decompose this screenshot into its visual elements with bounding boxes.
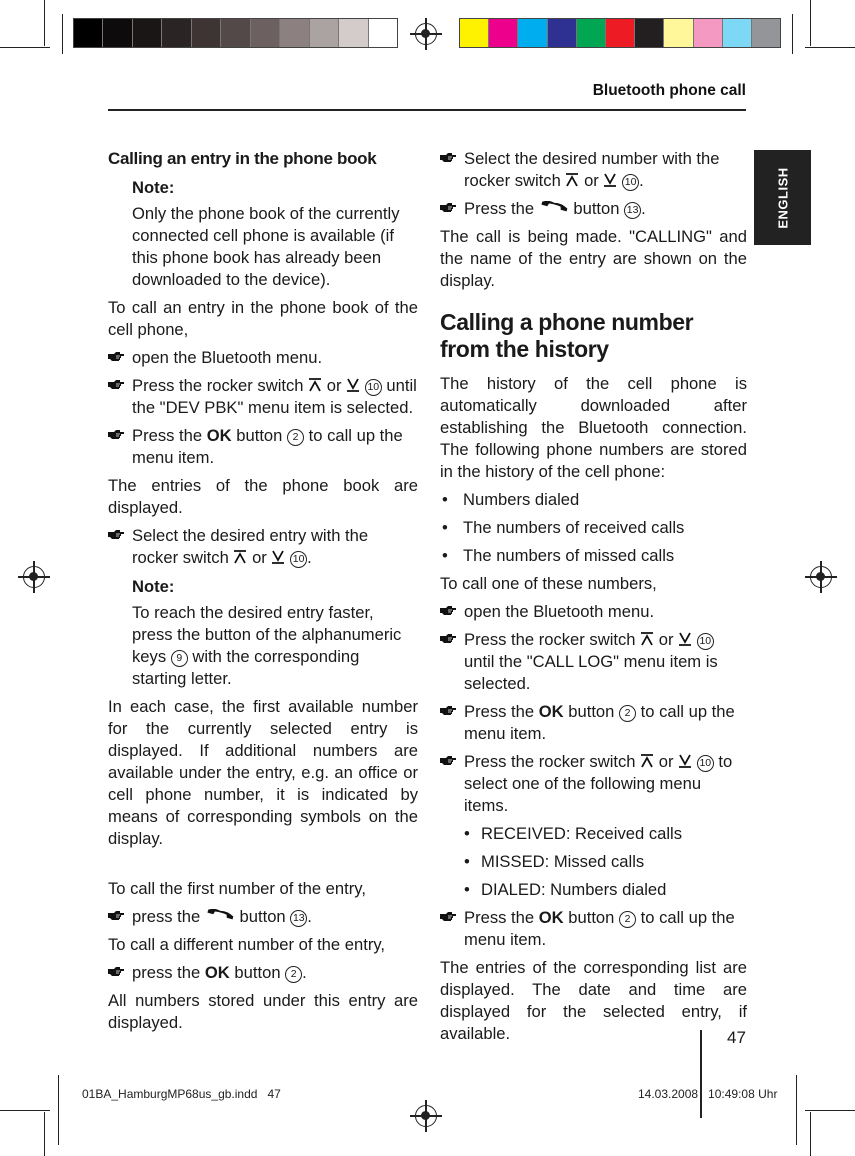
- paragraph: The entries of the phone book are displayed.: [108, 476, 418, 517]
- hand-pointer-icon: [108, 966, 125, 977]
- list-item: • DIALED: Numbers dialed: [464, 880, 667, 899]
- rocker-down-icon: [603, 173, 617, 187]
- left-column: [108, 146, 418, 1034]
- button-number-badge: 10: [290, 551, 307, 568]
- right-column: [440, 146, 747, 1045]
- bullet-icon: •: [442, 546, 448, 565]
- paragraph: To call a different number of the entry,: [108, 935, 386, 954]
- crop-mark: [810, 0, 811, 46]
- instruction-step: Press the OK button 2 to call up the menu item.: [440, 701, 747, 745]
- crop-mark: [805, 47, 855, 48]
- grayscale-color-bar: [73, 18, 398, 48]
- color-swatch: [251, 19, 280, 47]
- color-swatch: [548, 19, 577, 47]
- instruction-step: Press the rocker switch or 10 to select one of the following menu items.: [440, 751, 747, 817]
- hand-pointer-icon: [440, 605, 457, 616]
- hand-pointer-icon: [440, 705, 457, 716]
- crop-mark: [810, 1112, 811, 1156]
- page-number: 47: [727, 1028, 746, 1047]
- list-item: • RECEIVED: Received calls: [464, 824, 683, 843]
- instruction-step: open the Bluetooth menu.: [440, 601, 747, 623]
- registration-mark-icon: [23, 566, 45, 588]
- crop-mark: [44, 1112, 45, 1156]
- button-number-badge: 9: [171, 650, 188, 667]
- paragraph: The call is being made. "CALLING" and the name of the entry are shown on the display.: [440, 227, 747, 290]
- hand-pointer-icon: [440, 911, 457, 922]
- registration-mark-icon: [415, 1105, 437, 1127]
- crop-mark: [0, 47, 50, 48]
- paragraph: To call an entry in the phone book of the cell phone,: [108, 298, 418, 339]
- paragraph: All numbers stored under this entry are displayed.: [108, 991, 418, 1032]
- crop-mark: [62, 14, 63, 54]
- hand-pointer-icon: [440, 152, 457, 163]
- color-swatch: [74, 19, 103, 47]
- menu-item-list: [440, 823, 747, 901]
- color-swatch: [577, 19, 606, 47]
- paragraph: The entries of the corresponding list are displayed. The date and time are displayed for the selected entry, if available.: [440, 958, 747, 1043]
- page-header-title: Bluetooth phone call: [592, 82, 746, 99]
- instruction-step: Press the button 13 .: [440, 198, 747, 220]
- color-swatch: [162, 19, 191, 47]
- crop-mark: [792, 14, 793, 54]
- button-number-badge: 10: [697, 633, 714, 650]
- button-number-badge: 10: [697, 755, 714, 772]
- hand-pointer-icon: [440, 633, 457, 644]
- instruction-step: Press the OK button 2 to call up the menu item.: [108, 425, 418, 469]
- color-swatch: [606, 19, 635, 47]
- hand-pointer-icon: [108, 429, 125, 440]
- note-text: To reach the desired entry faster, press the button of the alphanumeric keys 9 with the corresponding starting letter.: [132, 603, 402, 688]
- color-swatch: [103, 19, 132, 47]
- header-rule: [108, 109, 746, 111]
- rocker-down-icon: [346, 378, 360, 392]
- instruction-step: Select the desired number with the rocker switch or 10 .: [440, 148, 747, 192]
- color-swatch: [694, 19, 723, 47]
- color-swatch: [280, 19, 309, 47]
- rocker-down-icon: [678, 632, 692, 646]
- list-item: • The numbers of received calls: [442, 518, 685, 537]
- rocker-up-icon: [565, 173, 579, 187]
- color-swatch: [489, 19, 518, 47]
- instruction-step: Press the rocker switch or 10 until the "DEV PBK" menu item is selected.: [108, 375, 418, 419]
- crop-mark: [44, 0, 45, 46]
- crop-mark: [796, 1075, 797, 1145]
- instruction-step: open the Bluetooth menu.: [108, 347, 418, 369]
- bullet-icon: •: [442, 518, 448, 537]
- color-swatch: [518, 19, 547, 47]
- button-number-badge: 10: [365, 379, 382, 396]
- hand-pointer-icon: [440, 202, 457, 213]
- registration-mark-icon: [415, 23, 437, 45]
- bullet-icon: •: [464, 852, 470, 871]
- list-item: • MISSED: Missed calls: [464, 852, 645, 871]
- color-swatch: [369, 19, 397, 47]
- color-swatch: [221, 19, 250, 47]
- button-number-badge: 2: [285, 966, 302, 983]
- paragraph: To call one of these numbers,: [440, 574, 657, 593]
- hand-pointer-icon: [108, 910, 125, 921]
- section-heading: Calling an entry in the phone book: [108, 149, 377, 168]
- hand-pointer-icon: [440, 755, 457, 766]
- button-number-badge: 10: [622, 174, 639, 191]
- language-tab: [754, 150, 811, 245]
- section-heading: Calling a phone number from the history: [440, 309, 694, 362]
- crop-mark: [805, 1110, 855, 1111]
- color-swatch: [723, 19, 752, 47]
- bullet-icon: •: [464, 824, 470, 843]
- hand-pointer-icon: [108, 351, 125, 362]
- bullet-icon: •: [442, 490, 448, 509]
- instruction-step: Select the desired entry with the rocker switch or 10 .: [108, 525, 418, 569]
- crop-mark: [0, 1110, 50, 1111]
- instruction-step: press the button 13 .: [108, 906, 418, 928]
- color-swatch: [664, 19, 693, 47]
- hand-pointer-icon: [108, 529, 125, 540]
- color-swatch: [192, 19, 221, 47]
- button-number-badge: 2: [619, 911, 636, 928]
- color-swatch: [339, 19, 368, 47]
- instruction-step: press the OK button 2 .: [108, 962, 418, 984]
- button-number-badge: 13: [290, 910, 307, 927]
- phone-handset-icon: [205, 909, 235, 923]
- instruction-step: Press the rocker switch or 10 until the "CALL LOG" menu item is selected.: [440, 629, 747, 695]
- bullet-icon: •: [464, 880, 470, 899]
- crop-mark: [58, 1075, 59, 1145]
- button-number-badge: 13: [624, 202, 641, 219]
- registration-mark-icon: [810, 566, 832, 588]
- color-swatch: [460, 19, 489, 47]
- list-item: • Numbers dialed: [442, 490, 580, 509]
- paragraph: To call the first number of the entry,: [108, 879, 366, 898]
- footer-timestamp: 14.03.2008 10:49:08 Uhr: [638, 1087, 778, 1101]
- phone-handset-icon: [539, 201, 569, 215]
- rocker-down-icon: [678, 754, 692, 768]
- note-label: Note:: [132, 178, 175, 197]
- bullet-list: [440, 489, 747, 567]
- rocker-up-icon: [640, 632, 654, 646]
- rocker-down-icon: [271, 550, 285, 564]
- button-number-badge: 2: [287, 429, 304, 446]
- cmyk-color-bar: [459, 18, 781, 48]
- note-text: Only the phone book of the currently connected cell phone is available (if this phone book has already been downloaded to the device).: [132, 204, 400, 289]
- rocker-up-icon: [640, 754, 654, 768]
- footer-file-info: 01BA_HamburgMP68us_gb.indd 47: [82, 1087, 281, 1101]
- hand-pointer-icon: [108, 379, 125, 390]
- language-tab-label: ENGLISH: [775, 166, 790, 229]
- rocker-up-icon: [308, 378, 322, 392]
- button-number-badge: 2: [619, 705, 636, 722]
- list-item: • The numbers of missed calls: [442, 546, 675, 565]
- color-swatch: [635, 19, 664, 47]
- color-swatch: [310, 19, 339, 47]
- color-swatch: [133, 19, 162, 47]
- paragraph: In each case, the first available number for the currently selected entry is displayed. If additional numbers are available under the entry, e.g. an office or cell phone number, it is indicated by means of corresponding symbols on the display.: [108, 697, 418, 848]
- note-label: Note:: [132, 577, 175, 596]
- rocker-up-icon: [233, 550, 247, 564]
- color-swatch: [752, 19, 780, 47]
- page-number-rule: [700, 1030, 702, 1118]
- instruction-step: Press the OK button 2 to call up the menu item.: [440, 907, 747, 951]
- paragraph: The history of the cell phone is automatically downloaded after establishing the Bluetooth connection. The following phone numbers are stored in the history of the cell phone:: [440, 374, 747, 481]
